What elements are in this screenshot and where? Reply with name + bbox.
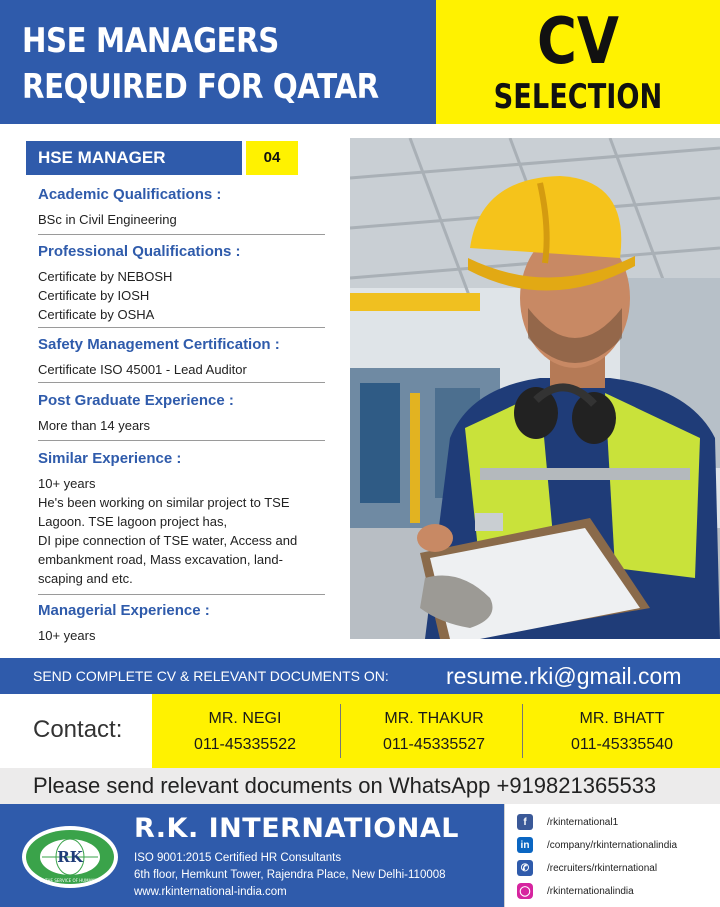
section-line: Certificate ISO 45001 - Lead Auditor — [38, 362, 247, 377]
section-heading: Post Graduate Experience : — [38, 392, 234, 409]
title-line-2: REQUIRED FOR QATAR — [22, 67, 379, 107]
company-address: 6th floor, Hemkunt Tower, Rajendra Place, New Delhi-110008 — [134, 869, 446, 881]
contact-person — [524, 706, 720, 758]
contact-divider — [522, 704, 523, 758]
divider — [38, 382, 325, 383]
section-safety — [38, 335, 326, 379]
logo-tagline: IN THE SERVICE OF HUMANITY — [39, 878, 101, 883]
company-cert: ISO 9001:2015 Certified HR Consultants — [134, 852, 342, 864]
social-facebook[interactable] — [517, 812, 618, 832]
social-handle: /company/rkinternationalindia — [547, 839, 678, 851]
social-linkedin[interactable] — [517, 835, 677, 855]
section-line: Certificate by NEBOSH — [38, 269, 173, 284]
section-heading: Safety Management Certification : — [38, 336, 280, 353]
section-line: 10+ years — [38, 476, 96, 491]
badge-cv: CV — [536, 5, 620, 79]
social-instagram[interactable] — [517, 881, 634, 901]
title-line-1: HSE MANAGERS — [22, 21, 279, 61]
role-count: 04 — [246, 141, 298, 175]
role-title: HSE MANAGER — [26, 141, 242, 175]
section-managerial — [38, 601, 326, 645]
section-heading: Academic Qualifications : — [38, 186, 222, 203]
instagram-icon: ◯ — [517, 883, 533, 899]
contact-name: MR. NEGI — [208, 710, 282, 727]
section-line: 10+ years — [38, 628, 96, 643]
contact-row — [0, 694, 720, 768]
divider — [38, 234, 325, 235]
contact-person — [152, 706, 338, 758]
social-handle: /rkinternationalindia — [547, 885, 634, 897]
badge-selection: SELECTION — [493, 77, 663, 117]
section-professional — [38, 242, 326, 324]
social-handle: /recruiters/rkinternational — [547, 862, 658, 874]
section-heading: Managerial Experience : — [38, 602, 210, 619]
section-line: He's been working on similar project to TSE — [38, 495, 290, 510]
section-postgrad — [38, 391, 326, 435]
contact-phone[interactable]: 011-45335522 — [193, 736, 297, 753]
section-line: Certificate by IOSH — [38, 288, 150, 303]
section-line: Certificate by OSHA — [38, 307, 155, 322]
contact-phone[interactable]: 011-45335540 — [570, 736, 674, 753]
worker-photo — [350, 138, 720, 639]
contact-person — [342, 706, 526, 758]
contact-name: MR. BHATT — [579, 710, 665, 727]
section-line: DI pipe connection of TSE water, Access and — [38, 533, 298, 548]
company-website[interactable]: www.rkinternational-india.com — [134, 886, 287, 898]
contact-label: Contact: — [33, 716, 123, 743]
section-similar — [38, 449, 326, 588]
contact-divider — [340, 704, 341, 758]
cv-selection-badge — [436, 0, 720, 124]
page-title — [22, 18, 379, 110]
facebook-icon: f — [517, 814, 533, 830]
contact-box — [152, 694, 720, 768]
divider — [38, 440, 325, 441]
divider — [38, 327, 325, 328]
company-name: R.K. INTERNATIONAL — [134, 813, 459, 844]
section-line: embankment road, Mass excavation, land- — [38, 552, 283, 567]
section-line: More than 14 years — [38, 418, 151, 433]
section-heading: Similar Experience : — [38, 450, 182, 467]
divider — [38, 594, 325, 595]
section-line: Lagoon. TSE lagoon project has, — [38, 514, 228, 529]
company-footer — [0, 804, 720, 907]
phone-icon: ✆ — [517, 860, 533, 876]
social-links — [504, 804, 720, 907]
section-line: scaping and etc. — [38, 571, 133, 586]
whatsapp-text[interactable]: Please send relevant documents on WhatsApp +919821365533 — [33, 773, 657, 798]
social-handle: /rkinternational1 — [547, 816, 619, 828]
send-cv-bar — [0, 658, 720, 694]
logo-text: RK — [57, 848, 83, 866]
contact-phone[interactable]: 011-45335527 — [382, 736, 486, 753]
section-academic — [38, 185, 326, 229]
section-heading: Professional Qualifications : — [38, 243, 241, 260]
header-banner — [0, 0, 436, 124]
company-logo — [20, 824, 120, 890]
whatsapp-bar — [0, 768, 720, 804]
linkedin-icon: in — [517, 837, 533, 853]
contact-name: MR. THAKUR — [384, 710, 484, 727]
social-recruiters[interactable] — [517, 858, 657, 878]
send-cv-text: SEND COMPLETE CV & RELEVANT DOCUMENTS ON: — [33, 668, 389, 684]
email-link[interactable]: resume.rki@gmail.com — [446, 663, 682, 689]
section-line: BSc in Civil Engineering — [38, 212, 177, 227]
